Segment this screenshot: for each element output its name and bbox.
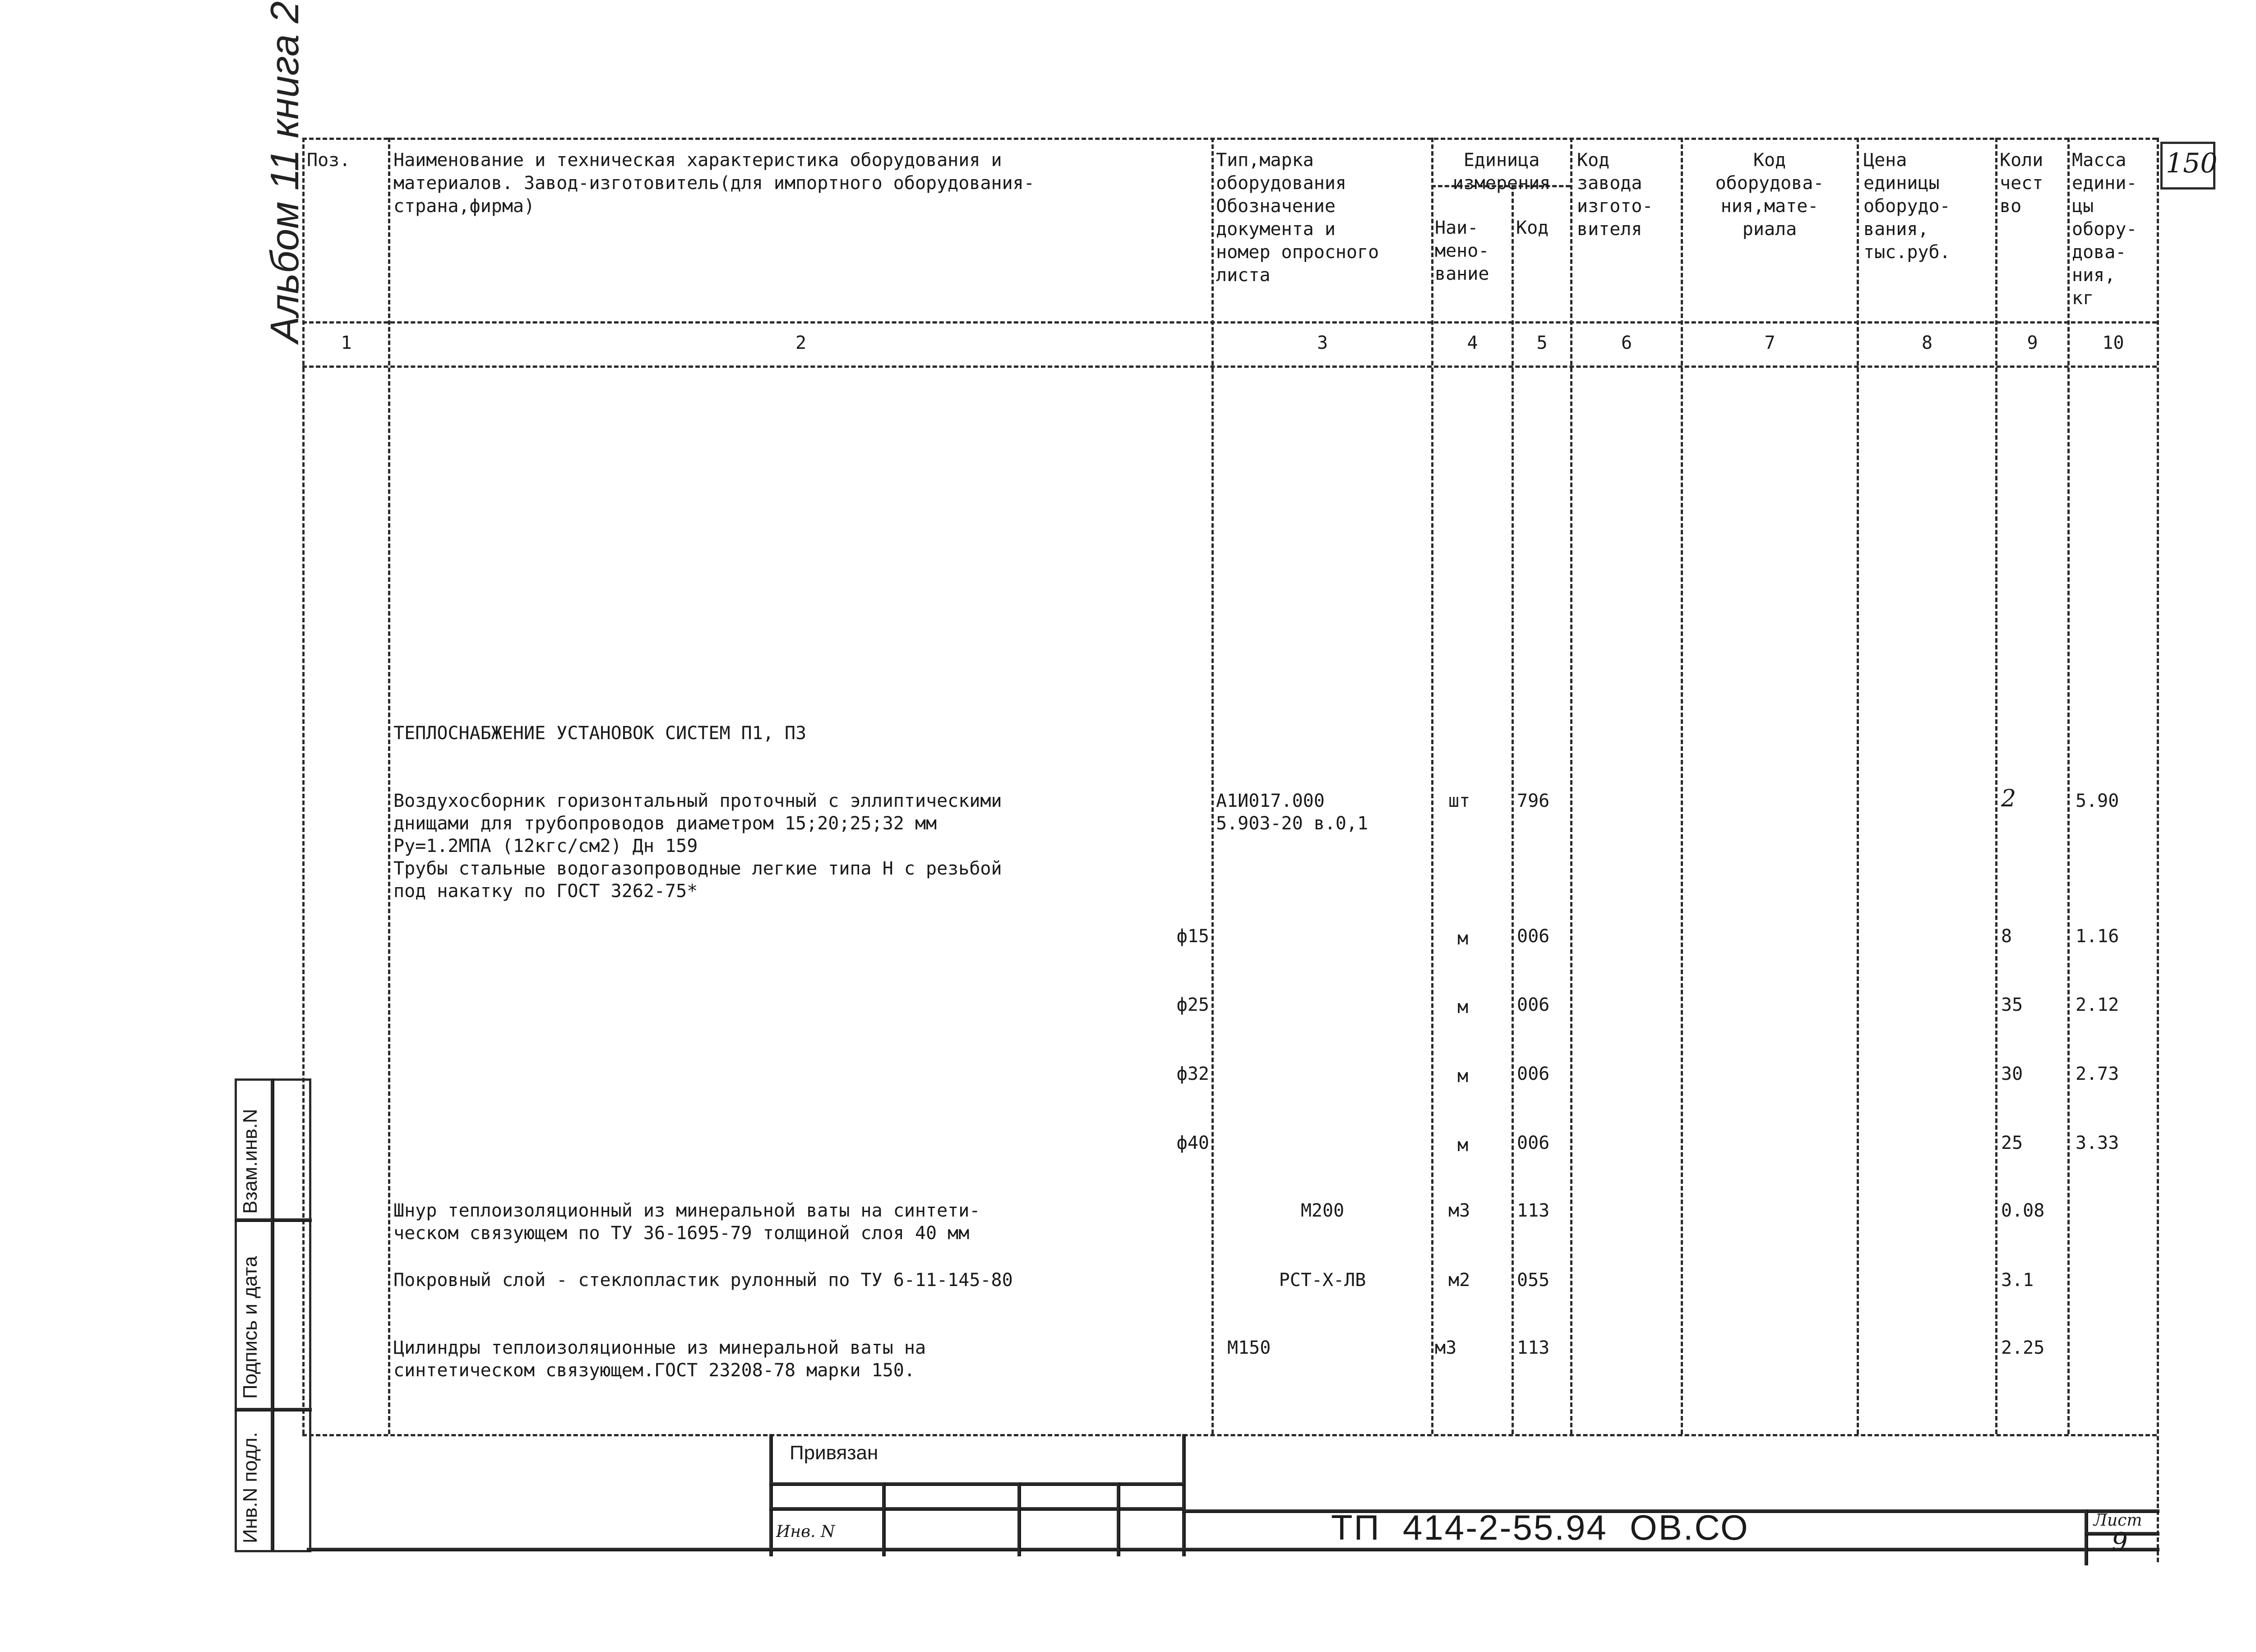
header-unit-code: Код (1516, 217, 1549, 238)
header-unit-group: Единица измерения (1452, 150, 1551, 194)
col-line-4 (1512, 185, 1514, 1434)
tb-line (882, 1482, 886, 1556)
item-qty: 2 (2001, 785, 2016, 812)
item-name: ф25 (1176, 995, 1209, 1015)
item-unit: м (1457, 1135, 1469, 1156)
header-factory-code: Код завода изгото- вителя (1577, 150, 1653, 240)
document-code: ТП 414-2-55.94 ОВ.СО (1331, 1508, 1749, 1547)
item-mass: 2.73 (2076, 1064, 2119, 1084)
side-stamp-sign: Подпись и дата (239, 1256, 261, 1399)
side-stamp-divider (271, 1078, 274, 1550)
item-unit: м (1457, 997, 1469, 1018)
sheet-number: 9 (2112, 1527, 2128, 1557)
col-number-8: 8 (1921, 333, 1933, 353)
item-mass: 1.16 (2076, 926, 2119, 947)
item-type: РСТ-Х-ЛВ (1279, 1270, 1366, 1291)
item-code: 796 (1517, 791, 1550, 811)
tb-line (769, 1434, 773, 1556)
item-name: Покровный слой - стеклопластик рулонный по ТУ 6-11-145-80 (393, 1270, 1013, 1291)
header-pos: Поз. (307, 150, 351, 171)
item-code: 006 (1517, 995, 1550, 1015)
item-code: 113 (1517, 1200, 1550, 1221)
item-mass: 3.33 (2076, 1133, 2119, 1153)
album-note: Альбом 11 книга 2 (262, 1, 307, 343)
item-code: 006 (1517, 1133, 1550, 1153)
col-number-2: 2 (795, 333, 807, 353)
item-unit: м (1457, 928, 1469, 949)
item-code: 113 (1517, 1337, 1550, 1358)
header-unit-name: Наи- мено- вание (1435, 217, 1489, 284)
col-number-7: 7 (1764, 333, 1775, 353)
item-name: Воздухосборник горизонтальный проточный с эллиптическими днищами для трубопроводов диаметром 15;20;25;32 мм Ру=1.2МПА (12кгс/см2) Дн 159 (393, 791, 1002, 856)
item-qty: 25 (2001, 1133, 2023, 1153)
item-name: ф32 (1176, 1064, 1209, 1084)
item-code: 006 (1517, 1064, 1550, 1084)
table-bottom-border (302, 1434, 2157, 1436)
header-type: Тип,марка оборудования Обозначение документа и номер опросного листа (1216, 150, 1379, 286)
header-name: Наименование и техническая характеристика оборудования и материалов. Завод-изготовитель(для импортного оборудования- страна,фирма) (393, 150, 1035, 217)
tb-line (1017, 1482, 1021, 1556)
item-name: Цилиндры теплоизоляционные из минеральной ваты на синтетическом связующем.ГОСТ 23208-78 марки 150. (393, 1337, 926, 1381)
header-price: Цена единицы оборудо- вания, тыс.руб. (1863, 150, 1951, 263)
col-number-4: 4 (1467, 333, 1478, 353)
side-stamp-inv: Инв.N подл. (239, 1432, 261, 1543)
section-title: ТЕПЛОСНАБЖЕНИЕ УСТАНОВОК СИСТЕМ П1, П3 (393, 723, 807, 744)
tb-line (769, 1507, 1185, 1511)
header-equipment-code: Код оборудова- ния,мате- риала (1715, 150, 1824, 240)
side-stamp-replace: Взам.инв.N (239, 1109, 261, 1214)
item-qty: 0.08 (2001, 1200, 2045, 1221)
item-unit: м2 (1448, 1270, 1470, 1291)
table-top-border (302, 138, 2157, 140)
item-type: М200 (1300, 1200, 1345, 1221)
col-number-5: 5 (1536, 333, 1548, 353)
item-type: А1И017.000 5.903-20 в.0,1 (1216, 791, 1368, 834)
item-code: 006 (1517, 926, 1550, 947)
attached-label: Привязан (790, 1442, 878, 1464)
tb-line (769, 1482, 1185, 1486)
item-unit: м3 (1448, 1200, 1470, 1221)
header-mass: Масса едини- цы обору- дова- ния, кг (2072, 150, 2137, 309)
item-unit: м3 (1435, 1337, 1457, 1358)
colnum-bottom-border (302, 366, 2157, 368)
item-name: Шнур теплоизоляционный из минеральной ваты на синтети- ческом связующем по ТУ 36-1695-79 толщиной слоя 40 мм (393, 1200, 980, 1244)
item-mass: 2.12 (2076, 995, 2119, 1015)
item-qty: 35 (2001, 995, 2023, 1015)
tb-line (307, 1548, 2159, 1551)
inv-label: Инв. N (776, 1522, 835, 1541)
item-type: М150 (1227, 1337, 1271, 1358)
item-qty: 30 (2001, 1064, 2023, 1084)
item-unit: м (1457, 1066, 1469, 1087)
item-name: ф40 (1176, 1133, 1209, 1153)
item-qty: 2.25 (2001, 1337, 2045, 1358)
item-qty: 3.1 (2001, 1270, 2034, 1291)
item-name: Трубы стальные водогазопроводные легкие типа Н с резьбой под накатку по ГОСТ 3262-75* (393, 858, 1002, 902)
col-number-3: 3 (1317, 333, 1328, 353)
header-quantity: Коли чест во (2000, 150, 2043, 217)
col-line-10 (2157, 138, 2159, 1562)
sheet-label: Лист (2094, 1511, 2142, 1530)
item-qty: 8 (2001, 926, 2012, 947)
col-number-1: 1 (341, 333, 352, 353)
header-bottom-border (302, 321, 2157, 324)
col-number-6: 6 (1621, 333, 1632, 353)
tb-line (1117, 1482, 1120, 1556)
item-unit: шт (1448, 791, 1470, 811)
col-number-9: 9 (2027, 333, 2038, 353)
col-number-10: 10 (2102, 333, 2124, 353)
item-name: ф15 (1176, 926, 1209, 947)
page-stamp: 150 (2166, 148, 2218, 179)
tb-line (1182, 1434, 1186, 1556)
tb-line (2085, 1509, 2088, 1565)
item-code: 055 (1517, 1270, 1550, 1291)
item-mass: 5.90 (2076, 791, 2119, 811)
